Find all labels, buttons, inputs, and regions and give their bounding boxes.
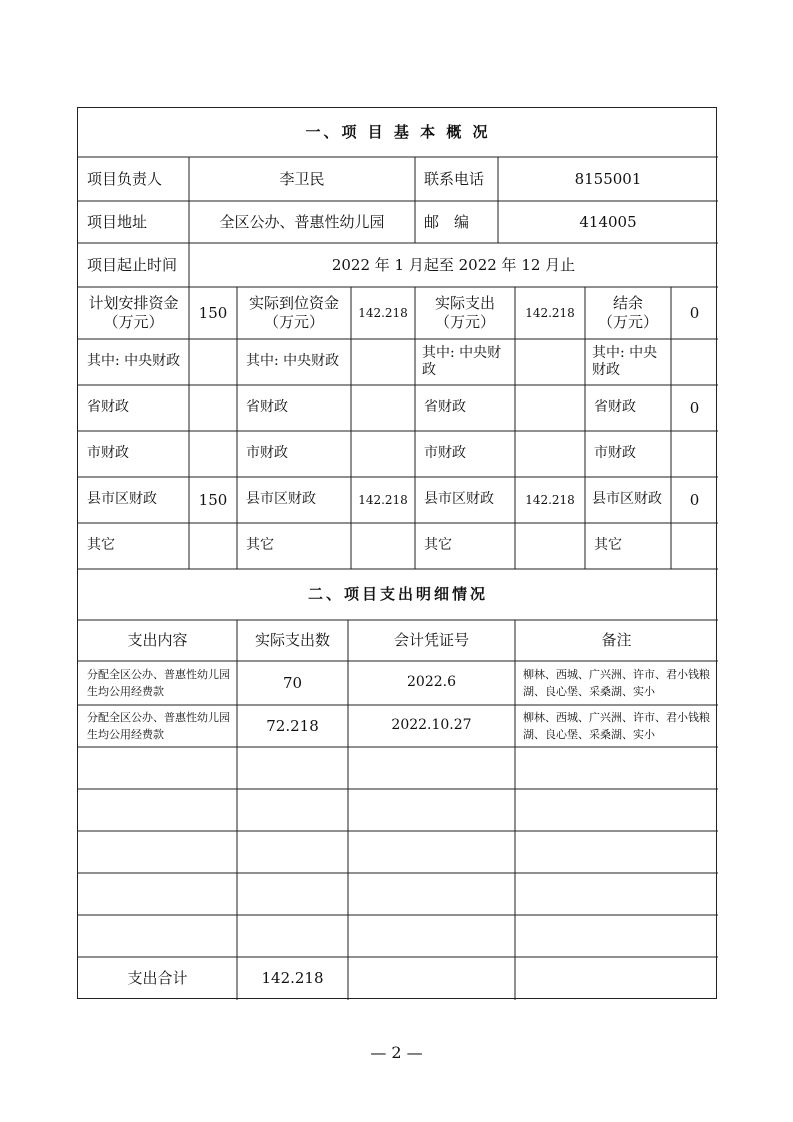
balance-value: 0 bbox=[689, 303, 700, 322]
received-funds-label bbox=[237, 287, 351, 339]
county-label-3: 县市区财政 bbox=[424, 491, 494, 508]
address-label: 项目地址 bbox=[87, 212, 148, 231]
detail-row-1-content: 分配全区公办、普惠性幼儿园生均公用经费款 bbox=[87, 667, 230, 698]
balance-label-line1: 结余 bbox=[612, 294, 643, 313]
postcode-value: 414005 bbox=[579, 212, 637, 231]
other-label-3: 其它 bbox=[424, 537, 452, 554]
section1-title: 一、项 目 基 本 概 况 bbox=[305, 123, 491, 142]
other-label-2: 其它 bbox=[246, 537, 274, 554]
total-label: 支出合计 bbox=[127, 969, 188, 988]
balance-label bbox=[585, 287, 671, 339]
received-funds-label-line1: 实际到位资金 bbox=[248, 294, 339, 313]
planned-funds-label bbox=[78, 287, 189, 339]
county-spent-value: 142.218 bbox=[525, 492, 575, 507]
project-table bbox=[77, 107, 717, 999]
spent-funds-label bbox=[415, 287, 515, 339]
total-value: 142.218 bbox=[261, 969, 324, 988]
city-label-4: 市财政 bbox=[594, 445, 636, 462]
detail-row-1-voucher: 2022.6 bbox=[407, 674, 456, 691]
other-label-4: 其它 bbox=[594, 537, 622, 554]
county-label-4: 县市区财政 bbox=[592, 491, 662, 508]
central-label-3: 其中: 中央财政 bbox=[422, 344, 502, 378]
detail-row-2-amount: 72.218 bbox=[266, 716, 319, 735]
planned-funds-label-line1: 计划安排资金 bbox=[88, 294, 179, 313]
postcode-label: 邮 编 bbox=[424, 212, 470, 231]
detail-row-1-note: 柳林、西城、广兴洲、许市、君小钱粮湖、良心堡、采桑湖、实小 bbox=[523, 667, 710, 698]
city-label-1: 市财政 bbox=[87, 445, 129, 462]
detail-row-1-amount: 70 bbox=[282, 673, 303, 692]
section2-title: 二、项目支出明细情况 bbox=[307, 585, 488, 604]
leader-label: 项目负责人 bbox=[87, 169, 163, 188]
received-funds-value: 142.218 bbox=[358, 305, 408, 320]
period-value: 2022 年 1 月起至 2022 年 12 月止 bbox=[331, 255, 576, 274]
page-number: — 2 — bbox=[370, 1043, 423, 1062]
header-voucher: 会计凭证号 bbox=[393, 631, 469, 650]
spent-funds-value: 142.218 bbox=[525, 305, 575, 320]
province-label-4: 省财政 bbox=[594, 399, 636, 416]
city-label-2: 市财政 bbox=[246, 445, 288, 462]
county-planned-value: 150 bbox=[198, 490, 228, 509]
spent-funds-label-line2: （万元） bbox=[434, 313, 495, 331]
phone-label: 联系电话 bbox=[424, 169, 485, 188]
central-label-1: 其中: 中央财政 bbox=[87, 353, 181, 370]
detail-row-2-voucher: 2022.10.27 bbox=[391, 717, 472, 734]
county-balance-value: 0 bbox=[689, 490, 700, 509]
spent-funds-label-line1: 实际支出 bbox=[434, 294, 495, 313]
detail-row-2-note: 柳林、西城、广兴洲、许市、君小钱粮湖、良心堡、采桑湖、实小 bbox=[523, 710, 710, 741]
address-value: 全区公办、普惠性幼儿园 bbox=[219, 212, 385, 231]
planned-funds-value: 150 bbox=[198, 303, 228, 322]
central-label-4: 其中: 中央财政 bbox=[592, 344, 658, 378]
county-label-2: 县市区财政 bbox=[246, 491, 316, 508]
province-label-3: 省财政 bbox=[424, 399, 466, 416]
other-label-1: 其它 bbox=[87, 537, 115, 554]
balance-label-line2: （万元） bbox=[597, 313, 658, 331]
detail-row-2-content: 分配全区公办、普惠性幼儿园生均公用经费款 bbox=[87, 710, 230, 741]
province-label-2: 省财政 bbox=[246, 399, 288, 416]
phone-value: 8155001 bbox=[574, 169, 642, 188]
header-content: 支出内容 bbox=[127, 631, 188, 650]
period-label: 项目起止时间 bbox=[87, 255, 178, 274]
province-label-1: 省财政 bbox=[87, 399, 129, 416]
central-label-2: 其中: 中央财政 bbox=[246, 353, 340, 370]
leader-value: 李卫民 bbox=[279, 169, 325, 188]
county-label-1: 县市区财政 bbox=[87, 491, 157, 508]
city-label-3: 市财政 bbox=[424, 445, 466, 462]
received-funds-label-line2: （万元） bbox=[263, 313, 324, 331]
province-balance-value: 0 bbox=[689, 398, 700, 417]
planned-funds-label-line2: （万元） bbox=[103, 313, 164, 331]
header-note: 备注 bbox=[601, 631, 632, 650]
county-received-value: 142.218 bbox=[358, 492, 408, 507]
header-amount: 实际支出数 bbox=[254, 631, 330, 650]
